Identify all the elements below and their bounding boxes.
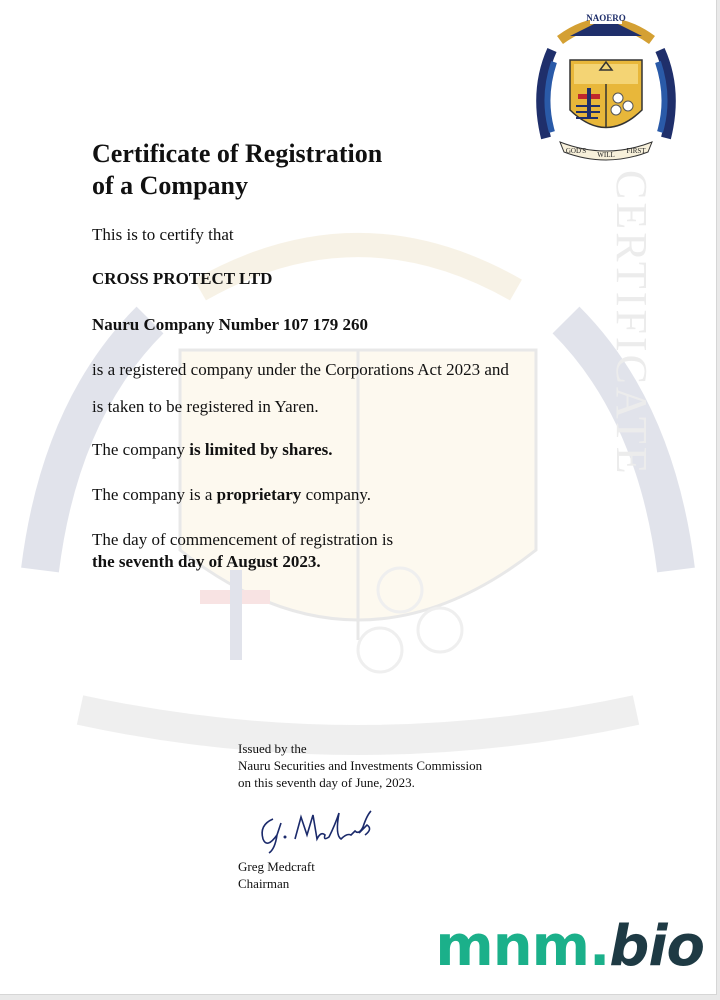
brand-logo-part-b: bio — [609, 914, 704, 979]
signatory-name: Greg Medcraft — [238, 859, 315, 874]
commencement-statement: The day of commencement of registration is — [92, 530, 394, 549]
brand-watermark-logo — [435, 912, 704, 982]
company-name: CROSS PROTECT LTD — [92, 269, 273, 288]
side-watermark-text: CERTIFICATE — [607, 170, 656, 477]
registered-statement: is a registered company under the Corporations Act 2023 and — [92, 360, 509, 379]
limited-statement — [92, 439, 333, 461]
company-type-statement — [92, 484, 371, 506]
company-number: Nauru Company Number 107 179 260 — [92, 315, 368, 334]
type-prefix: The company is a — [92, 485, 217, 504]
crest-motto-right: FIRST — [626, 147, 646, 155]
location-statement: is taken to be registered in Yaren. — [92, 397, 319, 416]
crest-motto-mid: WILL — [597, 151, 615, 159]
crest-motto-left: GOD'S — [565, 147, 587, 155]
title-line-2: of a Company — [92, 171, 249, 200]
issued-line-3: on this seventh day of June, 2023. — [238, 775, 415, 790]
issued-line-1: Issued by the — [238, 741, 307, 756]
type-bold: proprietary — [216, 485, 302, 504]
crest-top-text: NAOERO — [586, 13, 626, 23]
type-suffix: company. — [301, 485, 372, 504]
issued-line-2: Nauru Securities and Investments Commission — [238, 758, 483, 773]
nauru-coat-of-arms-emblem — [530, 10, 682, 166]
title-line-1: Certificate of Registration — [92, 139, 383, 168]
signatory-block — [238, 858, 315, 892]
brand-logo-part-a: mnm. — [435, 914, 610, 979]
limited-prefix: The company — [92, 440, 190, 459]
certificate-title — [92, 138, 382, 202]
limited-bold: is limited by shares. — [189, 440, 333, 459]
commencement-date: the seventh day of August 2023. — [92, 552, 321, 571]
signatory-role: Chairman — [238, 876, 290, 891]
handwritten-signature — [255, 805, 380, 855]
intro-text: This is to certify that — [92, 225, 234, 244]
issuance-block — [238, 740, 482, 791]
